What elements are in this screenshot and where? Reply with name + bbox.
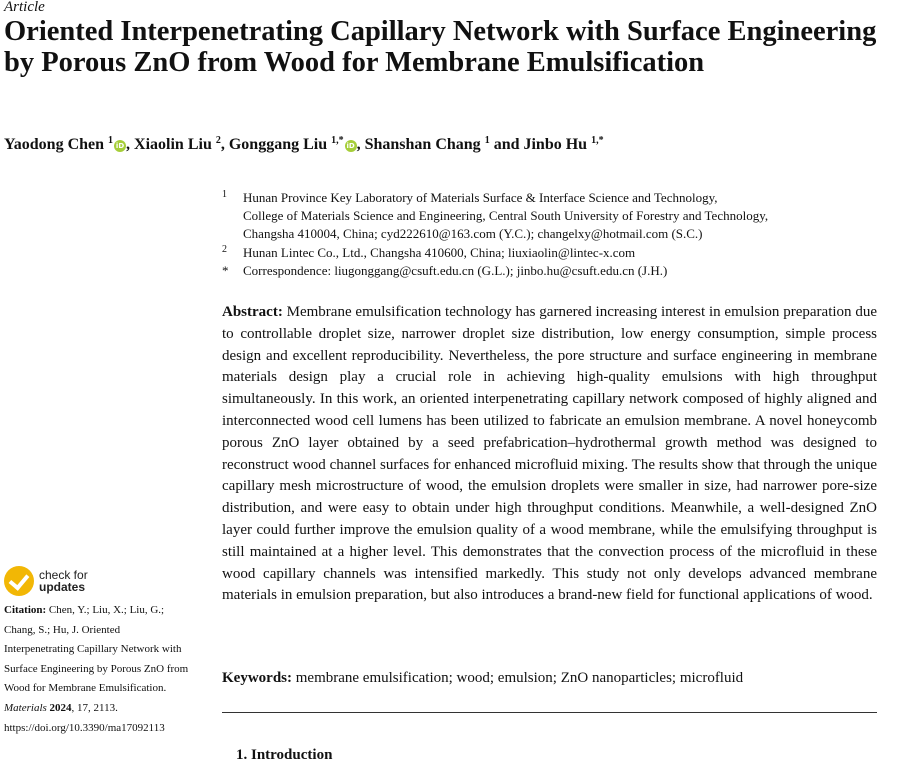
author-name[interactable]: Xiaolin Liu (134, 136, 216, 153)
author-affiliation-marker: 2 (215, 135, 221, 146)
author-name[interactable]: Jinbo Hu (523, 136, 592, 153)
affiliation-line: Correspondence: liugonggang@csuft.edu.cn (G.L.); jinbo.hu@csuft.edu.cn (J.H.) (243, 262, 668, 278)
abstract (222, 302, 877, 607)
citation-block (4, 601, 192, 738)
check-for-updates-badge[interactable] (4, 566, 88, 596)
introduction-heading: 1. Introduction (236, 747, 333, 763)
author-separator: and (489, 136, 524, 153)
keywords-label: Keywords: (222, 670, 292, 686)
affiliation-item (222, 262, 862, 280)
citation-year: 2024 (49, 701, 72, 714)
orcid-icon[interactable]: iD (346, 142, 355, 150)
orcid-icon[interactable]: iD (115, 142, 125, 150)
section-divider (222, 712, 877, 713)
author-separator: , (356, 136, 365, 153)
citation-doi[interactable]: , 17, 2113. https://doi.org/10.3390/ma17092113 (4, 701, 165, 734)
abstract-label: Abstract: (222, 304, 283, 320)
affiliation-item (222, 189, 862, 244)
author-affiliation-marker: 1,* (591, 135, 604, 146)
author-affiliation-marker: 1,* (331, 135, 344, 146)
check-updates-line1: check for (39, 568, 88, 582)
article-type-label: Article (4, 0, 45, 15)
checkmark-icon (4, 566, 34, 596)
author-list (4, 131, 604, 155)
citation-text: Chen, Y.; Liu, X.; Liu, G.; Chang, S.; Hu, J. Oriented Interpenetrating Capillary Network with Surface Engineering by Porous ZnO from Wood for Membrane Emulsification. (4, 604, 189, 695)
affiliation-line: Changsha 410004, China; cyd222610@163.com (Y.C.); changelxy@hotmail.com (S.C.) (243, 226, 703, 242)
keywords (222, 668, 877, 688)
author-name[interactable]: Yaodong Chen (4, 136, 109, 153)
citation-label: Citation: (4, 604, 47, 616)
affiliation-marker: * (222, 262, 229, 278)
check-updates-line2: updates (39, 580, 86, 594)
paper-title: Oriented Interpenetrating Capillary Network with Surface Engineering by Porous ZnO from Wood for Membrane Emulsification (4, 16, 877, 78)
author-separator: , (126, 136, 135, 153)
affiliation-item (222, 244, 862, 262)
citation-journal: Materials (4, 701, 47, 714)
affiliations (222, 189, 862, 280)
affiliation-marker: 1 (222, 189, 227, 200)
author-name[interactable]: Shanshan Chang (364, 136, 485, 153)
affiliation-line: Hunan Lintec Co., Ltd., Changsha 410600, China; liuxiaolin@lintec-x.com (243, 244, 636, 260)
affiliation-marker: 2 (222, 243, 227, 255)
abstract-text: Membrane emulsification technology has garnered increasing interest in emulsion preparation due to controllable droplet size, narrower droplet size distribution, low energy consumption, simple process design and excellent reproducibility. Nevertheless, the pore structure and surface engineering in membrane materials design play a crucial role in achieving high-quality emulsions with high throughput simultaneously. In this work, an oriented interpenetrating capillary network composed of highly aligned and interconnected wood cell lumens has been utilized to fabricate an emulsion membrane. A novel honeycomb porous ZnO layer obtained by a seed prefabrication–hydrothermal growth method was designed to reconstruct wood channel surfaces for enhanced microfluid mixing. The results show that through the unique capillary mesh microstructure of wood, the emulsion droplets were smaller in size, had narrower pore-size distribution, and were easy to obtain under high throughput conditions. Meanwhile, a well-designed ZnO layer could further improve the emulsion quality of a wood membrane, while the emulsifying throughput is still maintained at a higher level. This demonstrates that the convection process of the microfluid in these wood capillary channels was intensified markedly. This study not only develops advanced membrane materials in emulsion preparation, but also introduces a brand-new field for functional applications of wood. (222, 304, 877, 604)
author-name[interactable]: Gonggang Liu (228, 136, 332, 153)
keywords-text: membrane emulsification; wood; emulsion; ZnO nanoparticles; microfluid (295, 670, 744, 686)
affiliation-line: Hunan Province Key Laboratory of Materials Surface & Interface Science and Technology, (243, 190, 718, 205)
affiliation-line: College of Materials Science and Engineering, Central South University of Forestry and Technology, (243, 208, 769, 224)
author-affiliation-marker: 1 (108, 135, 114, 146)
author-separator: , (220, 136, 229, 153)
author-affiliation-marker: 1 (484, 135, 490, 146)
